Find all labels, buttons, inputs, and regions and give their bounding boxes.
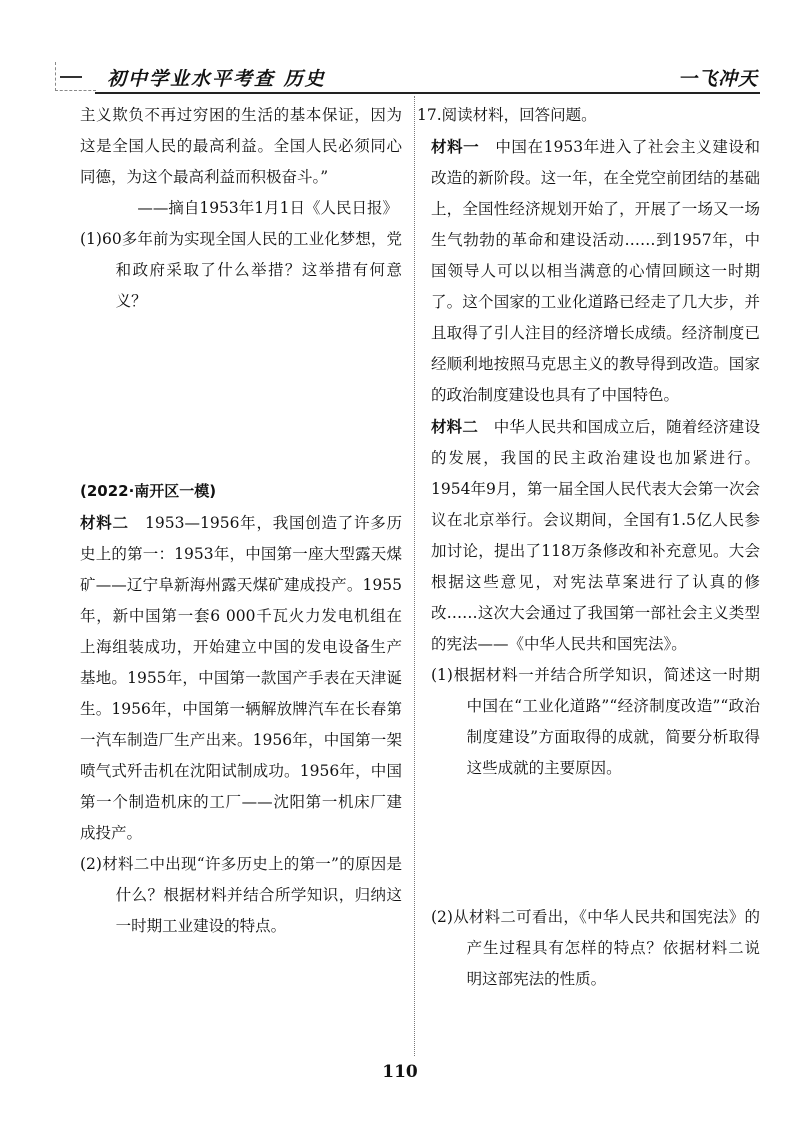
material-2-label: 材料二 [80, 513, 129, 532]
answer-space-2 [431, 784, 760, 902]
left-column [80, 100, 402, 942]
brand-name: 一飞冲天 [677, 68, 758, 90]
material-1 [431, 131, 760, 411]
right-column [417, 100, 760, 995]
material-2-right [431, 411, 760, 660]
question-1-left: (1)60多年前为实现全国人民的工业化梦想，党和政府采取了什么举措？这举措有何意义？ [80, 230, 402, 310]
column-divider [414, 96, 415, 1056]
question-2-left: (2)材料二中出现“许多历史上的第一”的原因是什么？根据材料并结合所学知识，归纳这一时期工业建设的特点。 [80, 855, 402, 935]
book-logo-icon [55, 62, 96, 91]
question-1-right: (1)根据材料一并结合所学知识，简述这一时期中国在“工业化道路”“经济制度改造”“政治制度建设”方面取得的成就，简要分析取得这些成就的主要原因。 [431, 666, 760, 777]
material-2-text: 1953—1956年，我国创造了许多历史上的第一：1953年，中国第一座大型露天煤矿——辽宁阜新海州露天煤矿建成投产。1955年，新中国第一套6 000千瓦火力发电机组在上海组装成功，开始建立中国的发电设备生产基地。1955年，中国第一款国产手表在天津诞生。1956年，中国第一辆解放牌汽车在长春第一汽车制造厂生产出来。1956年，中国第一架喷气式歼击机在沈阳试制成功。1956年，中国第一个制造机床的工厂——沈阳第一机床厂建成投产。 [80, 514, 402, 842]
page-header [55, 62, 760, 92]
answer-space-1 [80, 317, 402, 476]
material-1-text: 中国在1953年进入了社会主义建设和改造的新阶段。这一年，在全党空前团结的基础上，全国性经济规划开始了，开展了一场又一场生气勃勃的革命和建设活动……到1957年，中国领导人可以以相当满意的心情回顾这一时期了。这个国家的工业化道路已经走了几大步，并且取得了引人注目的经济增长成绩。经济制度已经顺利地按照马克思主义的教导得到改造。国家的政治制度建设也具有了中国特色。 [431, 138, 760, 404]
quote-text: 主义欺负不再过穷困的生活的基本保证，因为这是全国人民的最高利益。全国人民必须同心同德，为这个最高利益而积极奋斗。” [80, 106, 402, 186]
header-rule [95, 92, 760, 94]
book-title: 初中学业水平考查 历史 [107, 68, 326, 90]
source-tag: (2022·南开区一模) [80, 482, 217, 500]
quote-source: ——摘自1953年1月1日《人民日报》 [137, 199, 398, 217]
question-2-right: (2)从材料二可看出，《中华人民共和国宪法》的产生过程具有怎样的特点？依据材料二说明这部宪法的性质。 [431, 908, 760, 988]
question-17-heading: 17.阅读材料，回答问题。 [417, 106, 597, 124]
material-1-label: 材料一 [431, 137, 480, 156]
material-2-left [80, 507, 402, 849]
page-number: 110 [382, 1062, 418, 1082]
material-2-right-text: 中华人民共和国成立后，随着经济建设的发展，我国的民主政治建设也加紧进行。1954年9月，第一届全国人民代表大会第一次会议在北京举行。会议期间，全国有1.5亿人民参加讨论，提出了118万条修改和补充意见。大会根据这些意见，对宪法草案进行了认真的修改……这次大会通过了我国第一部社会主义类型的宪法——《中华人民共和国宪法》。 [431, 418, 760, 653]
material-2-right-label: 材料二 [431, 417, 479, 436]
